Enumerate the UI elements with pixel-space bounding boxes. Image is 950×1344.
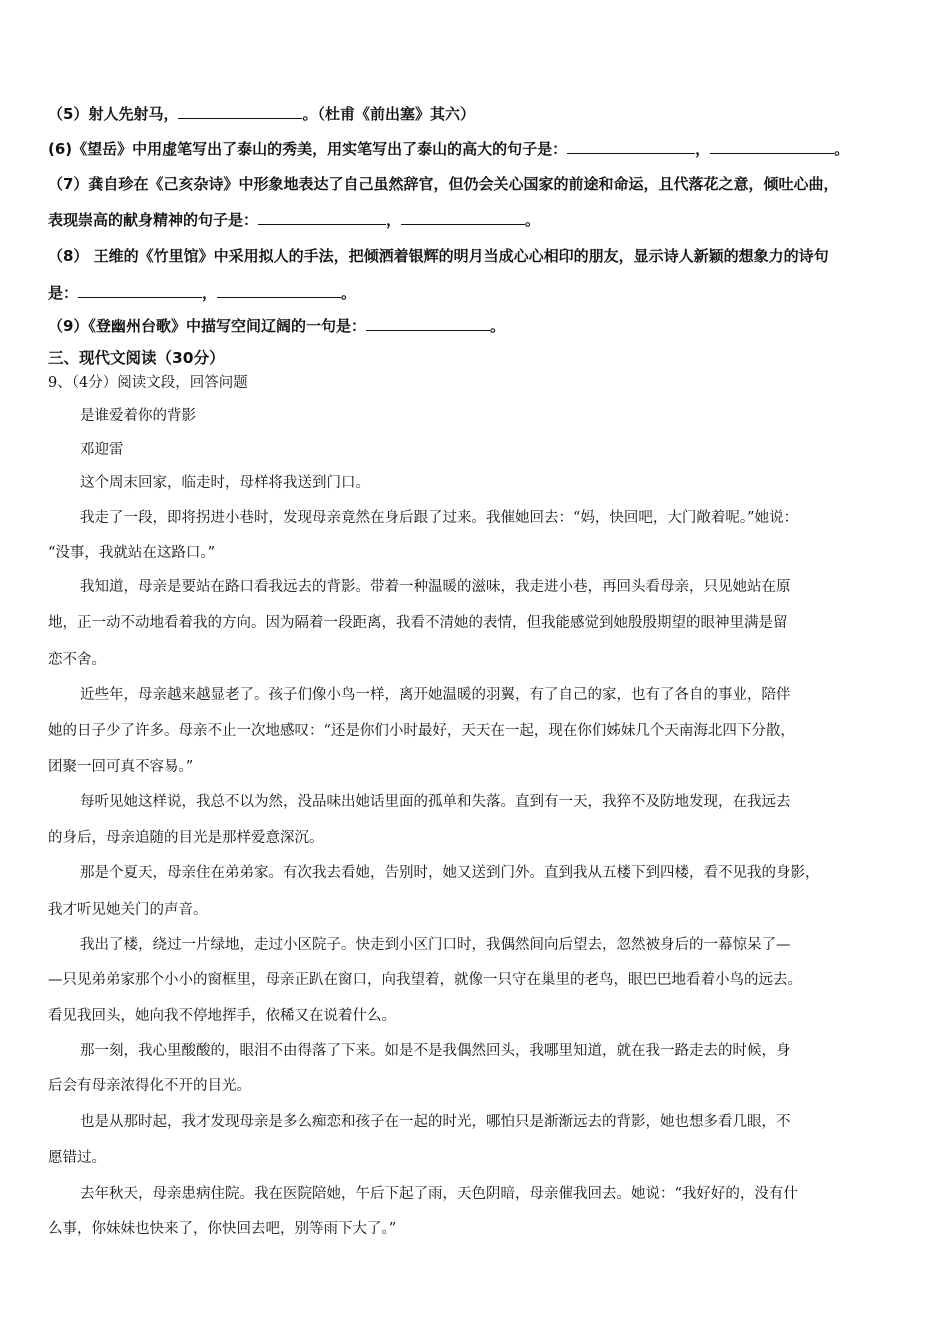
reading-line: 团聚一回可真不容易。” [48, 759, 194, 775]
question-9 [48, 316, 908, 336]
reading-line: 看见我回头，她向我不停地挥手，依稀又在说着什么。 [48, 1008, 396, 1024]
reading-line: 后会有母亲浓得化不开的目光。 [48, 1078, 251, 1094]
answer-blank[interactable] [178, 104, 302, 119]
reading-line: 的身后，母亲追随的目光是那样爱意深沉。 [48, 830, 324, 846]
reading-line: 我出了楼，绕过一片绿地，走过小区院子。快走到小区门口时，我偶然间向后望去，忽然被身后的一幕惊呆了— [80, 937, 791, 953]
reading-line: 我才听见她关门的声音。 [48, 902, 208, 918]
question-6-sep: ， [695, 140, 711, 158]
reading-line: 那一刻，我心里酸酸的，眼泪不由得落了下来。如是不是我偶然回头，我哪里知道，就在我一路走去的时候，身 [80, 1043, 791, 1059]
question-5-tail: 。（杜甫《前出塞》其六） [302, 105, 475, 123]
question-8-end: 。 [341, 284, 357, 302]
reading-line: “没事，我就站在这路口。” [48, 545, 216, 561]
reading-line: 那是个夏天，母亲住在弟弟家。有次我去看她，告别时，她又送到门外。直到我从五楼下到四楼，看不见我的身影， [80, 865, 820, 881]
question-6-end: 。 [834, 140, 850, 158]
reading-line: 愿错过。 [48, 1150, 106, 1166]
question-7-line-1: （7）龚自珍在《己亥杂诗》中形象地表达了自己虽然辞官，但仍会关心国家的前途和命运，且代落花之意，倾吐心曲， [48, 175, 839, 193]
question-8-text: 是： [48, 284, 79, 302]
answer-blank[interactable] [258, 210, 386, 225]
section-3-title: 三、现代文阅读（30分） [48, 349, 225, 367]
question-7-line-2 [48, 210, 908, 230]
reading-prompt: 9、（4分）阅读文段，回答问题 [48, 375, 248, 391]
answer-blank[interactable] [401, 210, 525, 225]
question-6-text: (6)《望岳》中用虚笔写出了泰山的秀美，用实笔写出了泰山的高大的句子是： [48, 140, 568, 158]
question-7-sep: ， [386, 211, 402, 229]
reading-line: 这个周末回家，临走时，母样将我送到门口。 [80, 475, 370, 491]
reading-author: 邓迎雷 [80, 442, 124, 458]
reading-line: 恋不舍。 [48, 652, 106, 668]
reading-line: 么事，你妹妹也快来了，你快回去吧，别等雨下大了。” [48, 1221, 397, 1237]
question-6 [48, 139, 908, 159]
question-7-text: 表现崇高的献身精神的句子是： [48, 211, 259, 229]
reading-line: 地，正一动不动地看着我的方向。因为隔着一段距离，我看不清她的表情，但我能感觉到她殷殷期望的眼神里满是留 [48, 615, 788, 631]
answer-blank[interactable] [567, 139, 695, 154]
answer-blank[interactable] [366, 316, 490, 331]
question-8-line-2 [48, 283, 908, 303]
question-7-end: 。 [525, 211, 541, 229]
reading-line: 也是从那时起，我才发现母亲是多么痴恋和孩子在一起的时光，哪怕只是渐渐远去的背影，她也想多看几眼，不 [80, 1114, 791, 1130]
question-5 [48, 104, 908, 124]
question-9-text: （9）《登幽州台歌》中描写空间辽阔的一句是： [48, 317, 366, 335]
question-8-sep: ， [202, 284, 218, 302]
reading-line: —只见弟弟家那个小小的窗框里，母亲正趴在窗口，向我望着，就像一只守在巢里的老鸟，眼巴巴地看着小鸟的远去。 [48, 972, 802, 988]
reading-line: 我走了一段，即将拐进小巷时，发现母亲竟然在身后跟了过来。我催她回去：“妈，快回吧，大门敞着呢。”她说： [80, 510, 799, 526]
answer-blank[interactable] [217, 283, 341, 298]
reading-line: 近些年，母亲越来越显老了。孩子们像小鸟一样，离开她温暖的羽翼，有了自己的家，也有了各自的事业，陪伴 [80, 687, 791, 703]
question-8-line-1: （8） 王维的《竹里馆》中采用拟人的手法，把倾洒着银辉的明月当成心心相印的朋友，显示诗人新颖的想象力的诗句 [48, 247, 829, 265]
reading-line: 去年秋天，母亲患病住院。我在医院陪她，午后下起了雨，天色阴暗，母亲催我回去。她说：“我好好的，没有什 [80, 1186, 798, 1202]
reading-title: 是谁爱着你的背影 [80, 408, 196, 424]
question-9-end: 。 [489, 317, 505, 335]
question-5-text: 射人先射马， [88, 105, 179, 123]
answer-blank[interactable] [78, 283, 202, 298]
question-5-number: （5） [48, 105, 89, 123]
reading-line: 我知道，母亲是要站在路口看我远去的背影。带着一种温暖的滋味，我走进小巷，再回头看母亲，只见她站在原 [80, 579, 791, 595]
answer-blank[interactable] [710, 139, 834, 154]
reading-line: 她的日子少了许多。母亲不止一次地感叹：“还是你们小时最好，天天在一起，现在你们姊妹几个天南海北四下分散， [48, 723, 795, 739]
reading-line: 每听见她这样说，我总不以为然，没品味出她话里面的孤单和失落。直到有一天，我猝不及防地发现，在我远去 [80, 794, 791, 810]
